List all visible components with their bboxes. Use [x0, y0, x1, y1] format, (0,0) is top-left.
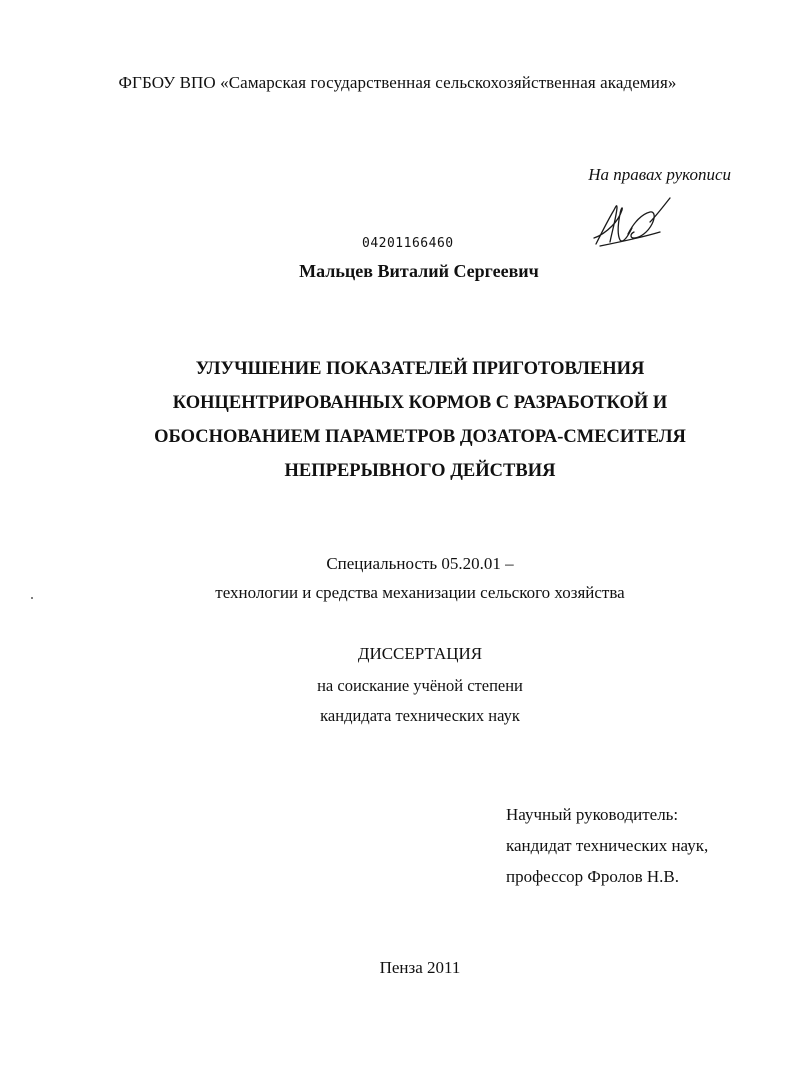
handwritten-signature-icon: [590, 192, 676, 254]
title-line: КОНЦЕНТРИРОВАННЫХ КОРМОВ С РАЗРАБОТКОЙ И: [172, 393, 668, 413]
supervisor-degree: кандидат технических наук,: [506, 836, 709, 855]
supervisor-name: профессор Фролов Н.В.: [506, 867, 680, 886]
title-line: УЛУЧШЕНИЕ ПОКАЗАТЕЛЕЙ ПРИГОТОВЛЕНИЯ: [195, 359, 645, 379]
place-and-year: Пенза 2011: [379, 958, 461, 977]
organization-header: ФГБОУ ВПО «Самарская государственная сельскохозяйственная академия»: [118, 73, 677, 92]
scan-speck: [31, 597, 33, 599]
document-type: ДИССЕРТАЦИЯ: [357, 644, 483, 663]
title-line: НЕПРЕРЫВНОГО ДЕЙСТВИЯ: [284, 461, 556, 481]
degree-name: кандидата технических наук: [320, 706, 520, 725]
degree-purpose: на соискание учёной степени: [317, 676, 523, 695]
title-line: ОБОСНОВАНИЕМ ПАРАМЕТРОВ ДОЗАТОРА-СМЕСИТЕЛЯ: [154, 427, 686, 447]
specialty-name: технологии и средства механизации сельского хозяйства: [215, 583, 625, 602]
specialty-code: Специальность 05.20.01 –: [326, 554, 514, 573]
author-name: Мальцев Виталий Сергеевич: [299, 261, 539, 281]
dissertation-title: [0, 352, 795, 488]
registration-number: 04201166460: [362, 236, 454, 251]
supervisor-label: Научный руководитель:: [506, 805, 679, 824]
manuscript-rights-note: На правах рукописи: [588, 165, 731, 184]
supervisor-block: [506, 799, 708, 892]
